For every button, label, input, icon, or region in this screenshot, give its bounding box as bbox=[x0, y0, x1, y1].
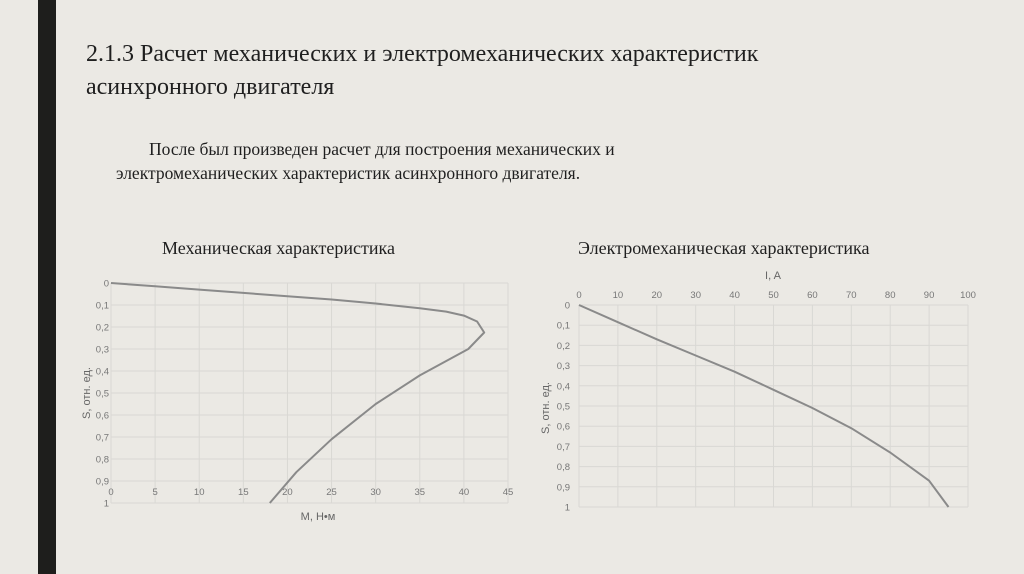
y-tick-label: 0,4 bbox=[95, 366, 109, 378]
y-axis-title: S, отн. ед. bbox=[540, 382, 552, 434]
y-axis-title: S, отн. ед. bbox=[81, 367, 93, 419]
y-tick-label: 0,1 bbox=[95, 300, 109, 312]
x-tick-label: 5 bbox=[152, 487, 158, 498]
y-tick-label: 0 bbox=[564, 300, 570, 312]
y-tick-label: 0,9 bbox=[556, 482, 570, 494]
y-tick-label: 0,4 bbox=[556, 381, 570, 393]
x-tick-label: 100 bbox=[960, 290, 976, 301]
x-tick-label: 40 bbox=[458, 487, 470, 498]
slide-title-line-1: 2.1.3 Расчет механических и электромеханических характеристик bbox=[86, 41, 759, 67]
x-tick-label: 90 bbox=[923, 290, 935, 301]
x-tick-label: 10 bbox=[612, 290, 624, 301]
y-tick-label: 0,5 bbox=[95, 388, 109, 400]
x-axis-title: I, A bbox=[765, 270, 781, 282]
x-axis-title: М, Н•м bbox=[300, 511, 336, 523]
x-tick-label: 20 bbox=[651, 290, 663, 301]
x-tick-label: 40 bbox=[729, 290, 740, 301]
x-tick-label: 30 bbox=[690, 290, 701, 301]
y-tick-label: 0,6 bbox=[556, 421, 570, 433]
y-tick-label: 1 bbox=[564, 502, 570, 514]
y-tick-label: 0,8 bbox=[556, 462, 570, 474]
x-tick-label: 15 bbox=[238, 487, 249, 498]
y-tick-label: 0,3 bbox=[556, 361, 570, 373]
x-tick-label: 25 bbox=[326, 487, 337, 498]
y-tick-label: 0,7 bbox=[95, 432, 109, 444]
electromechanical-chart-title: Электромеханическая характеристика bbox=[578, 238, 870, 258]
y-tick-label: 0,5 bbox=[556, 401, 570, 413]
x-tick-label: 30 bbox=[370, 487, 381, 498]
x-tick-label: 50 bbox=[768, 290, 779, 301]
x-tick-label: 10 bbox=[193, 487, 205, 498]
x-tick-label: 0 bbox=[108, 487, 114, 498]
y-tick-label: 0,7 bbox=[556, 441, 570, 453]
x-tick-label: 70 bbox=[846, 290, 857, 301]
y-tick-label: 0 bbox=[103, 278, 109, 290]
slide-title-line-2: асинхронного двигателя bbox=[86, 74, 335, 100]
x-tick-label: 45 bbox=[502, 487, 514, 498]
y-tick-label: 0,8 bbox=[95, 454, 109, 466]
body-line-2: электромеханических характеристик асинхронного двигателя. bbox=[116, 163, 581, 183]
x-tick-label: 60 bbox=[807, 290, 818, 301]
y-tick-label: 0,2 bbox=[556, 340, 570, 352]
x-tick-label: 20 bbox=[282, 487, 293, 498]
y-tick-label: 0,2 bbox=[95, 322, 109, 334]
x-tick-label: 35 bbox=[414, 487, 426, 498]
x-tick-label: 0 bbox=[576, 290, 582, 301]
y-tick-label: 0,9 bbox=[95, 476, 109, 488]
y-tick-label: 1 bbox=[103, 498, 109, 510]
mechanical-chart-title: Механическая характеристика bbox=[162, 238, 395, 258]
body-line-1: После был произведен расчет для построения механических и bbox=[149, 139, 615, 159]
y-tick-label: 0,1 bbox=[556, 320, 570, 332]
x-tick-label: 80 bbox=[884, 290, 896, 301]
y-tick-label: 0,6 bbox=[95, 410, 109, 422]
y-tick-label: 0,3 bbox=[95, 344, 109, 356]
